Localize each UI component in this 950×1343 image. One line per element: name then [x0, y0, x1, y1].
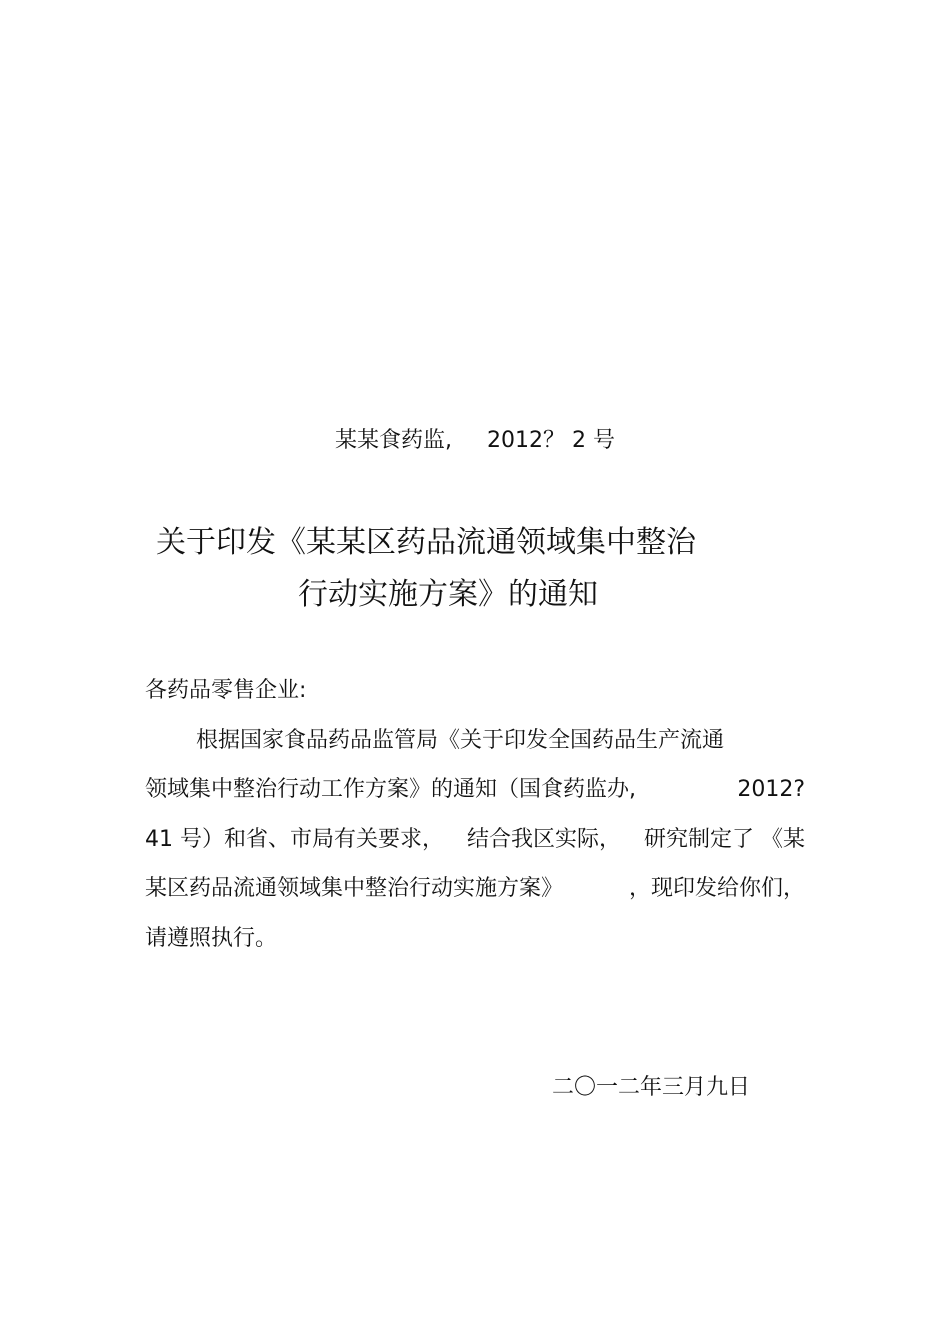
salutation: 各药品零售企业:	[145, 678, 307, 703]
body-line-1: 根据国家食品药品监管局《关于印发全国药品生产流通	[196, 728, 725, 753]
body-line-3-part-c: 研究制定了 《某	[643, 827, 805, 852]
body-line-5: 请遵照执行。	[145, 926, 278, 951]
title-line-1: 关于印发《某某区药品流通领域集中整治	[156, 525, 696, 560]
body-line-3	[145, 825, 805, 855]
body-line-4	[145, 874, 805, 904]
body-line-3-part-b: 结合我区实际，	[466, 827, 621, 852]
body-line-2	[145, 775, 805, 805]
body-line-2-right: 2012?	[737, 777, 805, 802]
body-line-4-left: 某区药品流通领域集中整治行动实施方案》	[145, 876, 564, 901]
body-line-4-right: ，现印发给你们，	[628, 876, 805, 901]
document-number: 某某食药监, 2012？ 2 号	[335, 428, 615, 453]
body-line-2-left: 领域集中整治行动工作方案》的通知（国食药监办,	[145, 777, 636, 802]
body-line-3-part-a: 41 号）和省、市局有关要求，	[145, 827, 444, 852]
issue-date: 二〇一二年三月九日	[552, 1075, 751, 1100]
title-line-2: 行动实施方案》的通知	[298, 577, 598, 612]
